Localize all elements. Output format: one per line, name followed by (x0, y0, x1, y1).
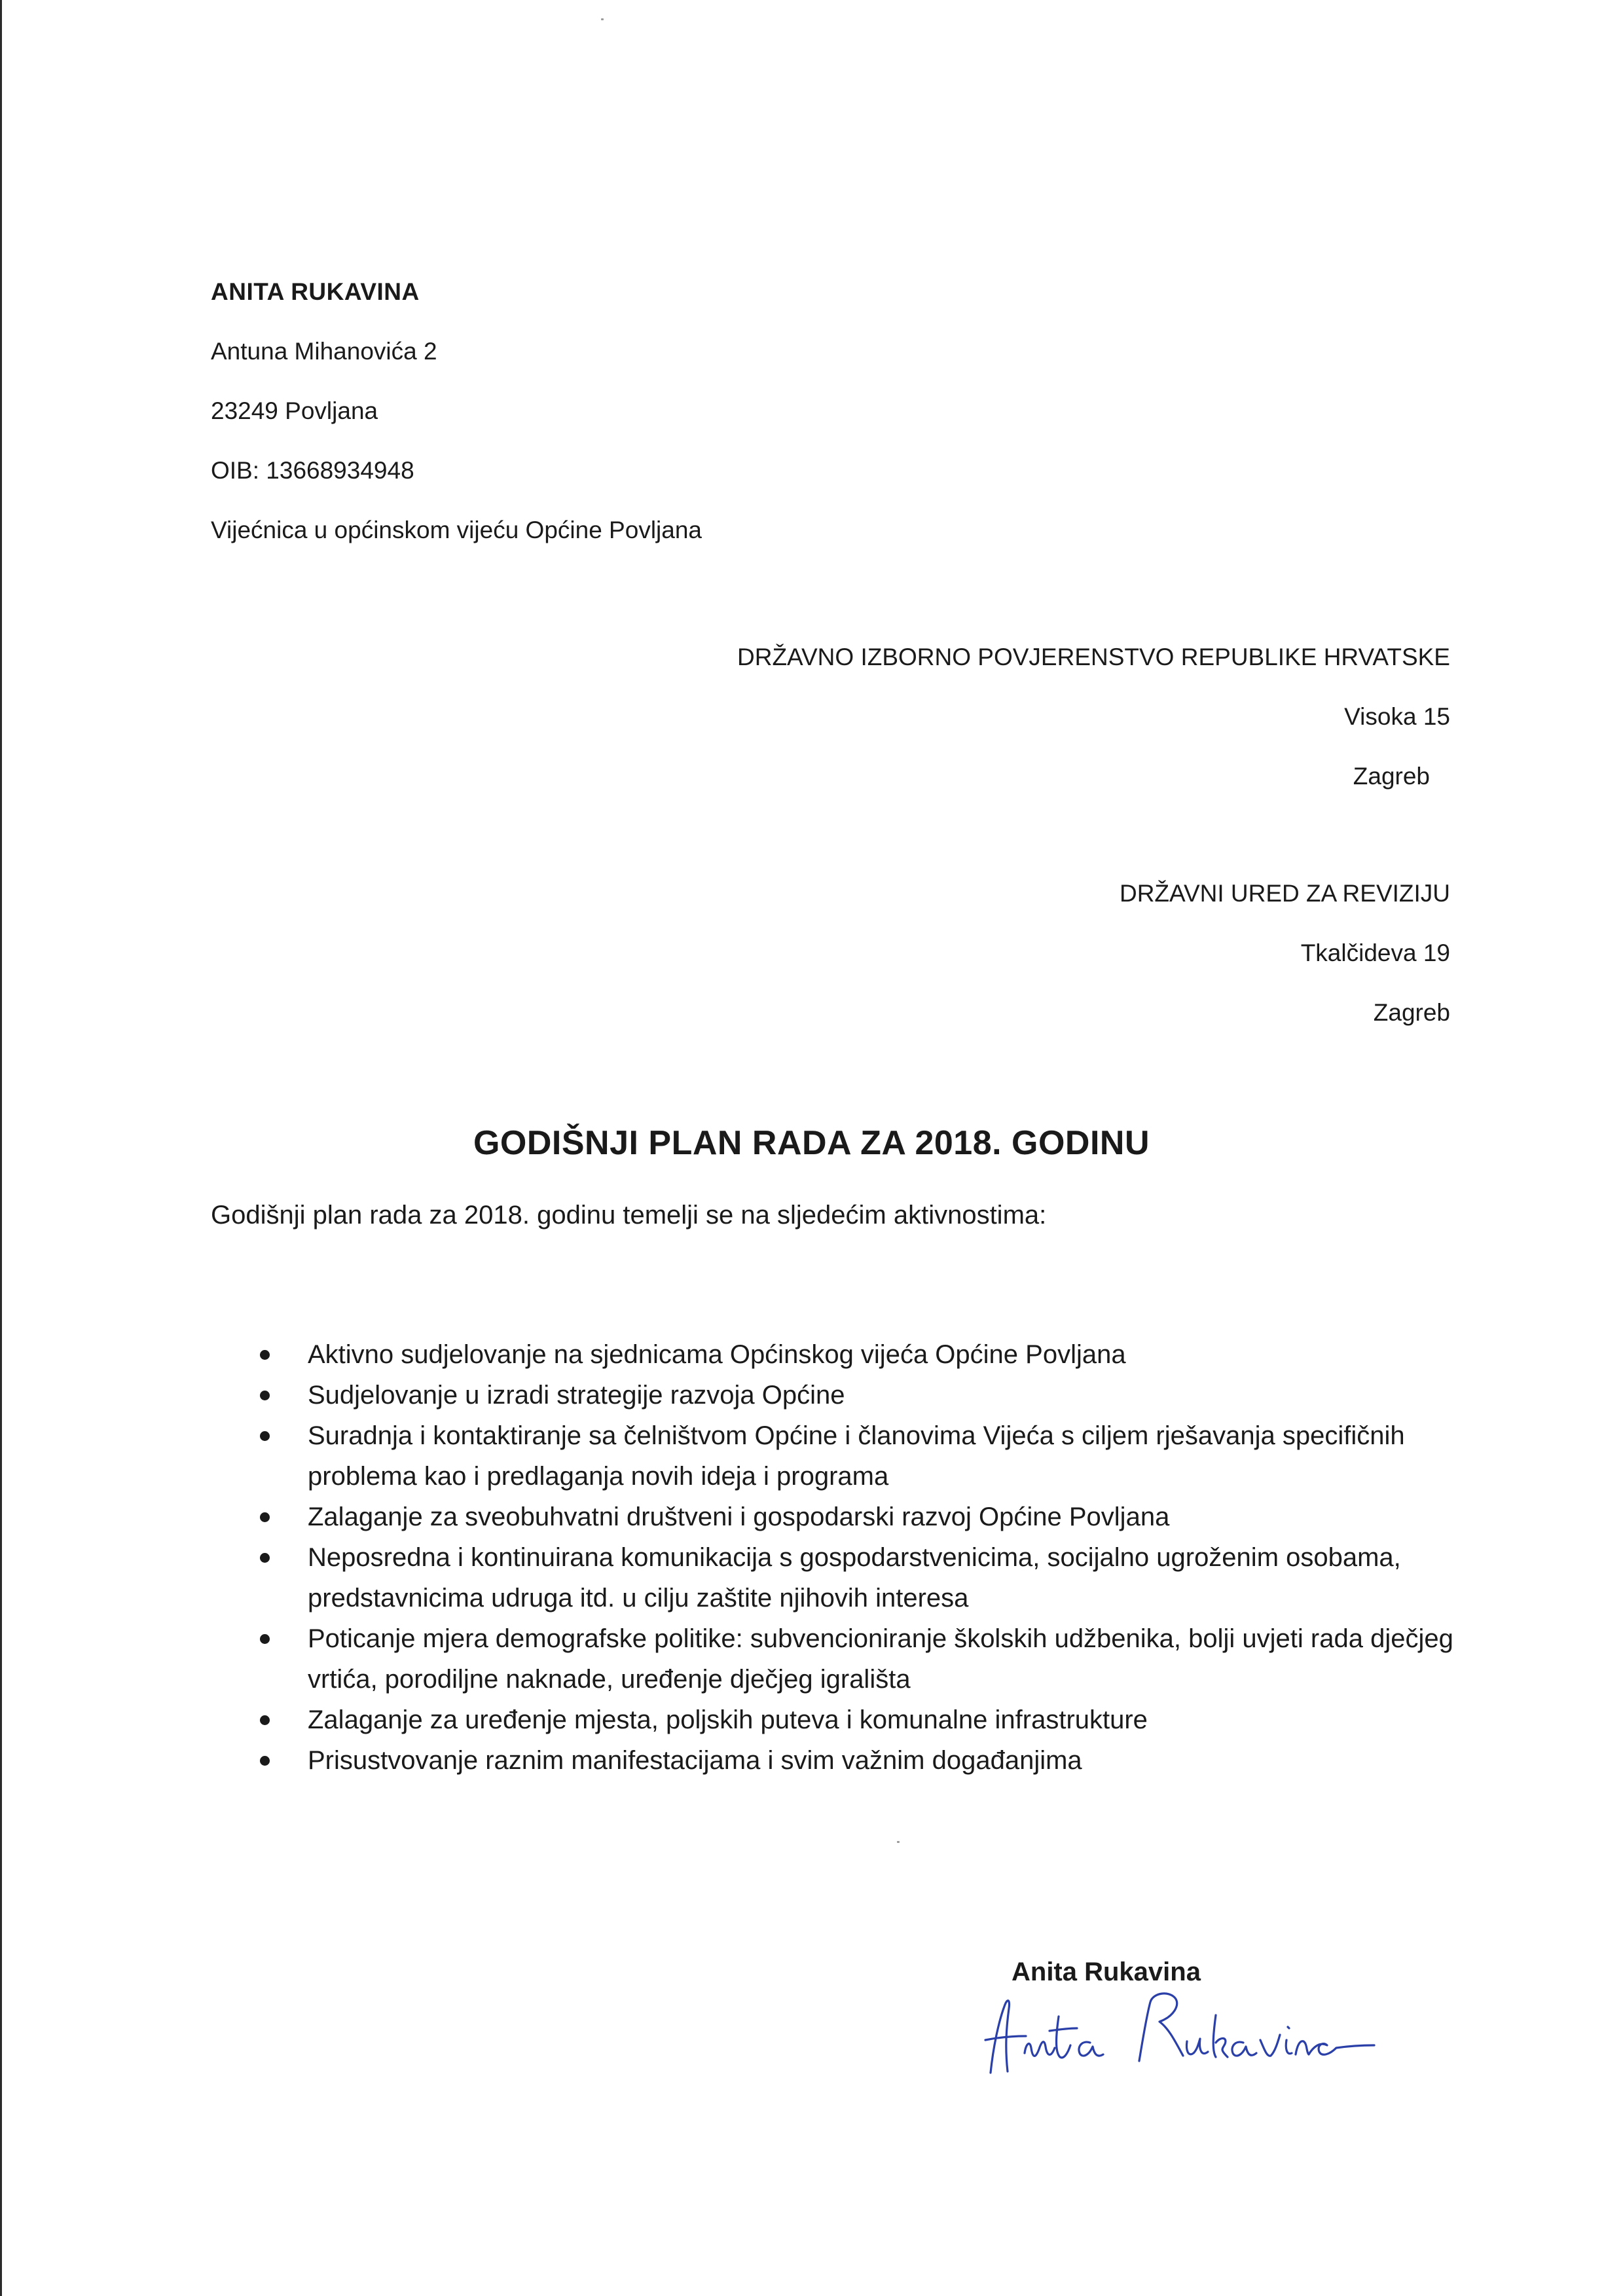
sender-oib: OIB: 13668934948 (211, 457, 414, 484)
recipient-city: Zagreb (1373, 999, 1450, 1026)
activity-text: Zalaganje za uređenje mjesta, poljskih puteva i komunalne infrastrukture (308, 1705, 1148, 1734)
activity-text: Sudjelovanje u izradi strategije razvoja Općine (308, 1381, 845, 1410)
document-title: GODIŠNJI PLAN RADA ZA 2018. GODINU (473, 1124, 1150, 1162)
activity-text: Neposredna i kontinuirana komunikacija s gospodarstvenicima, socijalno ugroženim osobama, predstavnicima udruga itd. u cilju zaštite njihovih interesa (308, 1543, 1401, 1613)
bullet-icon (260, 1391, 270, 1400)
bullet-icon (260, 1634, 270, 1644)
scan-speck (897, 1841, 900, 1843)
list-item (249, 1375, 1467, 1415)
list-item (249, 1497, 1467, 1537)
signature-printed-name: Anita Rukavina (1012, 1958, 1201, 1986)
recipient-street: Visoka 15 (1344, 703, 1450, 730)
recipient-street: Tkalčideva 19 (1300, 939, 1450, 966)
bullet-icon (260, 1756, 270, 1766)
recipient-name: DRŽAVNI URED ZA REVIZIJU (1119, 880, 1450, 907)
list-item (249, 1537, 1467, 1618)
bullet-icon (260, 1350, 270, 1360)
activity-text: Suradnja i kontaktiranje sa čelništvom Općine i članovima Vijeća s ciljem rješavanja specifičnih problema kao i predlaganja novih ideja i programa (308, 1421, 1405, 1491)
activity-text: Zalaganje za sveobuhvatni društveni i gospodarski razvoj Općine Povljana (308, 1503, 1170, 1531)
activity-text: Poticanje mjera demografske politike: subvencioniranje školskih udžbenika, bolji uvjeti rada dječjeg vrtića, porodiljne naknade, uređenje dječjeg igrališta (308, 1624, 1453, 1694)
list-item (249, 1415, 1467, 1497)
bullet-icon (260, 1512, 270, 1522)
sender-city: 23249 Povljana (211, 397, 378, 424)
recipient-block (1120, 879, 1450, 1058)
list-item (249, 1618, 1467, 1700)
activities-list (249, 1334, 1467, 1781)
handwritten-signature (979, 1976, 1385, 2087)
recipient-name: DRŽAVNO IZBORNO POVJERENSTVO REPUBLIKE HRVATSKE (737, 644, 1450, 670)
bullet-icon (260, 1715, 270, 1725)
sender-street: Antuna Mihanovića 2 (211, 338, 437, 365)
list-item (249, 1740, 1467, 1781)
recipient-city: Zagreb (1353, 763, 1430, 790)
intro-paragraph: Godišnji plan rada za 2018. godinu temelji se na sljedećim aktivnostima: (211, 1201, 1047, 1230)
sender-role: Vijećnica u općinskom vijeću Općine Povljana (211, 517, 702, 543)
sender-name: ANITA RUKAVINA (211, 278, 420, 305)
bullet-icon (260, 1431, 270, 1441)
activity-text: Prisustvovanje raznim manifestacijama i svim važnim događanjima (308, 1746, 1082, 1775)
scan-speck (601, 18, 604, 20)
recipient-block (737, 643, 1450, 822)
list-item (249, 1700, 1467, 1740)
list-item (249, 1334, 1467, 1375)
activity-text: Aktivno sudjelovanje na sjednicama Općinskog vijeća Općine Povljana (308, 1340, 1126, 1369)
bullet-icon (260, 1553, 270, 1563)
sender-block (211, 278, 702, 575)
